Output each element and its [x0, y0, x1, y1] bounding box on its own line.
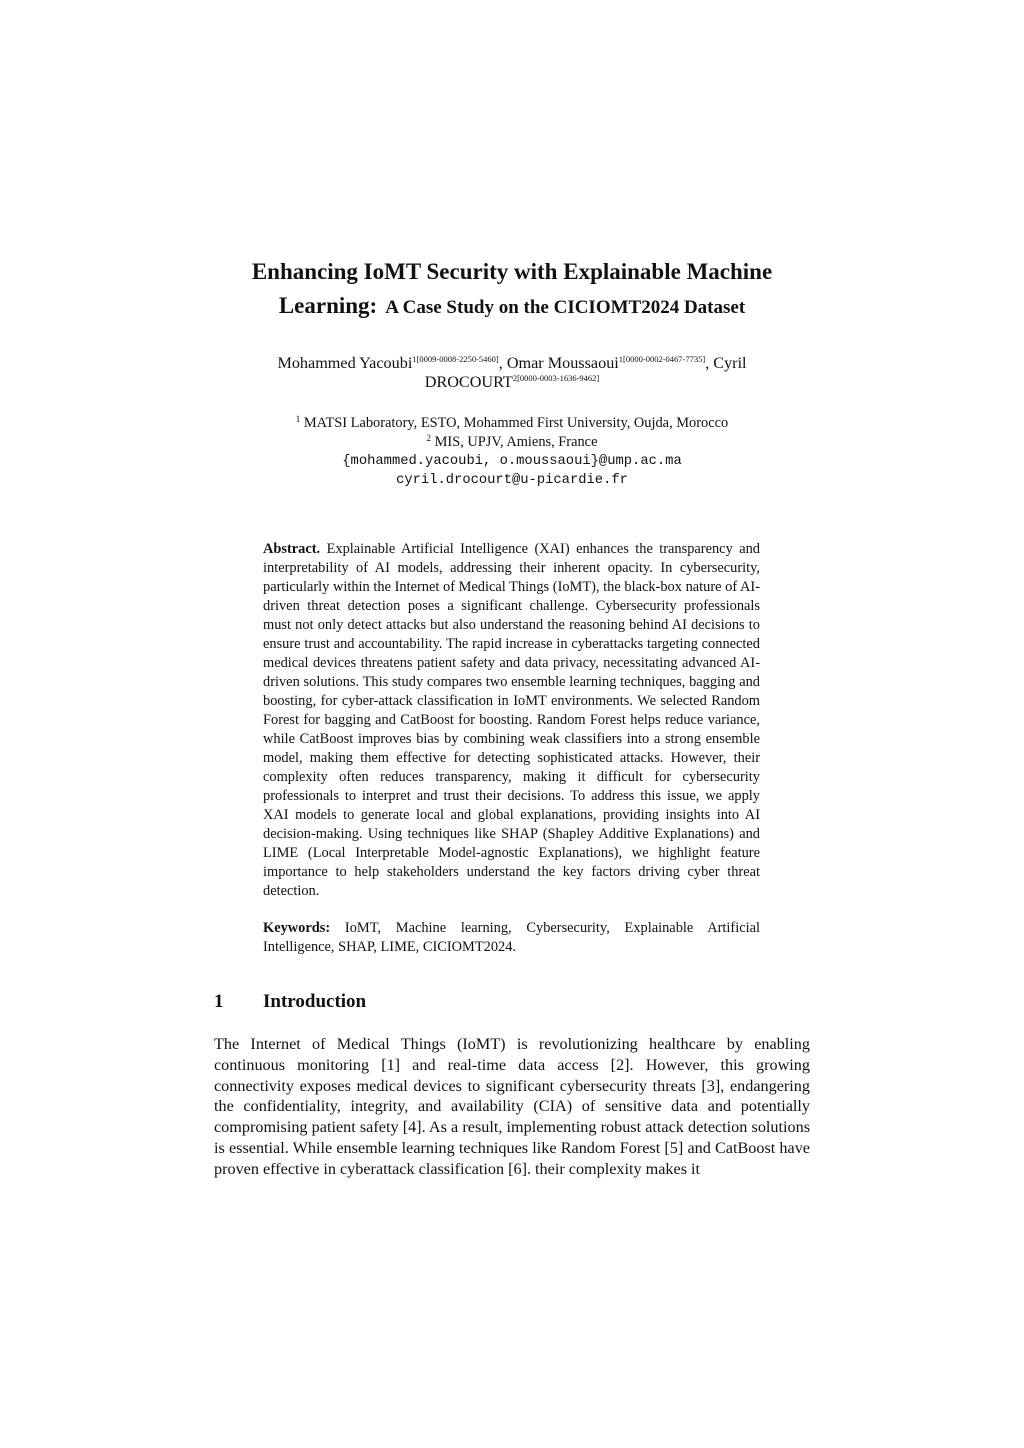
author-name: Cyril DROCOURT: [424, 354, 747, 391]
abstract-text: Explainable Artificial Intelligence (XAI) enhances the transparency and interpretability of AI models, addressing their inherent opacity. In cybersecurity, particularly within the Internet of Medical Things (IoMT), the black-box nature of AI-driven threat detection poses a significant challenge. Cybersecurity professionals must not only detect attacks but also understand the reasoning behind AI decisions to ensure trust and accountability. The rapid increase in cyberattacks targeting connected medical devices threatens patient safety and data privacy, necessitating advanced AI-driven solutions. This study compares two ensemble learning techniques, bagging and boosting, for cyber-attack classification in IoMT environments. We selected Random Forest for bagging and CatBoost for boosting. Random Forest helps reduce variance, while CatBoost improves bias by combining weak classifiers into a strong ensemble model, making them effective for detecting sophisticated attacks. However, their complexity often reduces transparency, making it difficult for cybersecurity professionals to interpret and trust their decisions. To address this issue, we apply XAI models to generate local and global explanations, providing insights into AI decision-making. Using techniques like SHAP (Shapley Additive Explanations) and LIME (Local Interpretable Model-agnostic Explanations), we highlight feature importance to help stakeholders understand the key factors driving cyber threat detection.: [263, 541, 760, 899]
author-affil-mark: 1[0009-0008-2250-5460]: [412, 354, 499, 364]
abstract-label: Abstract.: [263, 541, 321, 557]
keywords-text: IoMT, Machine learning, Cybersecurity, Explainable Artificial Intelligence, SHAP, LIME, CICIOMT2024.: [263, 920, 760, 955]
author-affil-mark: 2[0000-0003-1636-9462]: [512, 373, 600, 383]
keywords-label: Keywords:: [263, 920, 331, 936]
title-subtitle: A Case Study on the CICIOMT2024 Dataset: [385, 297, 746, 318]
affiliation-1: $^1$ MATSI Laboratory, ESTO, Mohammed First University, Oujda, Morocco: [295, 414, 729, 431]
section-title: Introduction: [263, 991, 367, 1012]
paper-title: [200, 256, 824, 323]
abstract: [263, 540, 760, 901]
title-line-1: Enhancing IoMT Security with Explainable Machine: [251, 259, 773, 284]
affiliation-2: $^2$ MIS, UPJV, Amiens, France: [426, 433, 598, 450]
affiliations: [200, 414, 824, 490]
author-affil-mark: 1[0000-0002-0467-7735]: [618, 354, 706, 364]
section-number: 1: [214, 991, 224, 1012]
body-paragraph: The Internet of Medical Things (IoMT) is revolutionizing healthcare by enabling continuous monitoring [1] and real-time data access [2]. However, this growing connectivity exposes medical devices to significant cybersecurity threats [3], endangering the confidentiality, integrity, and availability (CIA) of sensitive data and potentially compromising patient safety [4]. As a result, implementing robust attack detection solutions is essential. While ensemble learning techniques like Random Forest [5] and CatBoost have proven effective in cyberattack classification [6]. their complexity makes it: [214, 1035, 810, 1178]
author-name: Mohammed Yacoubi: [277, 354, 413, 372]
author-list: Mohammed Yacoubi$^{1[0009-0008-2250-5460]}$, Omar Moussaoui$^{1[0000-0002-0467-7735]}$, Cyril $DROCOURT^{2[0000-0003-1636-9462]}$: [277, 354, 747, 391]
email-line-1: {mohammed.yacoubi, o.moussaoui}@ump.ac.ma: [342, 454, 682, 469]
email-line-2: cyril.drocourt@u-picardie.fr: [396, 473, 628, 488]
keywords: [263, 919, 760, 957]
title-line-2: [200, 287, 824, 323]
title-line-2-lead: Learning:: [278, 293, 378, 318]
section-heading: [214, 989, 810, 1015]
author-name: Omar Moussaoui: [506, 354, 619, 372]
